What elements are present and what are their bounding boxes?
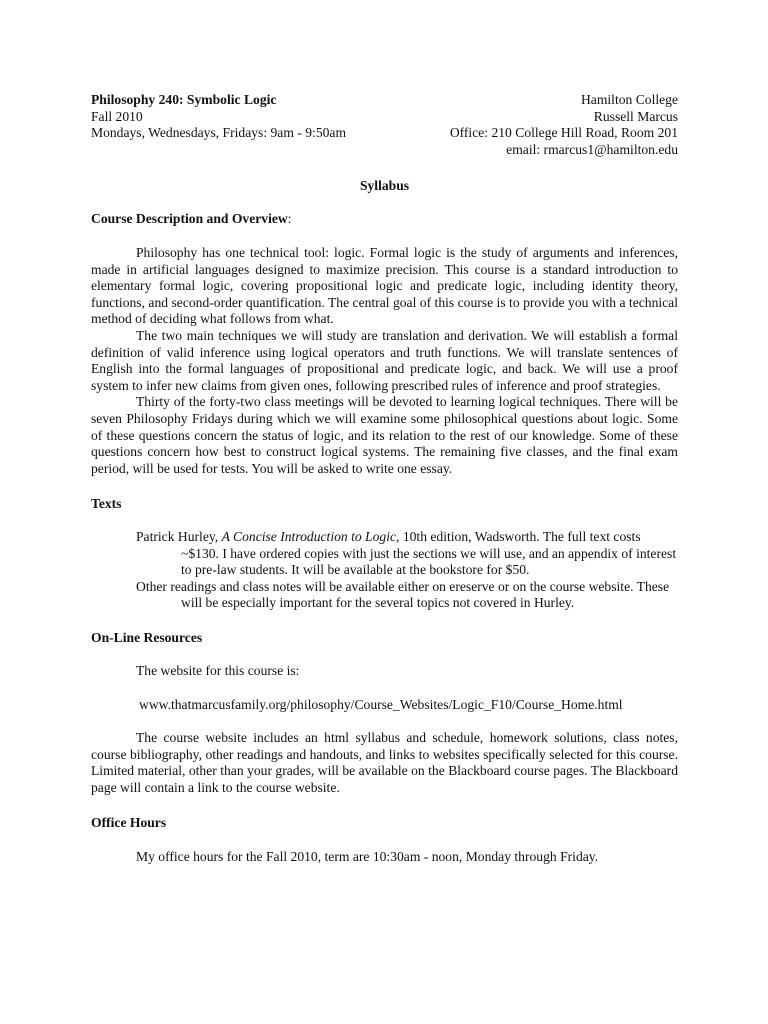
text-item-hurley — [91, 529, 678, 579]
course-description-section — [91, 245, 678, 477]
texts-section — [91, 529, 678, 612]
online-resources-section — [91, 730, 678, 796]
course-info — [91, 92, 346, 142]
description-paragraph-1: Philosophy has one technical tool: logic. Formal logic is the study of arguments and inferences, made in artificial languages designed to maximize precision. This course is a standard introduction to elementary formal logic, covering propositional logic and predicate logic, including identity theory, functions, and second-order quantification. The central goal of this course is to provide you with a technical method of deciding what follows from what. — [91, 245, 678, 327]
online-resources-paragraph: The course website includes an html syllabus and schedule, homework solutions, class notes, course bibliography, other readings and handouts, and links to websites specifically selected for this course. Limited material, other than your grades, will be available on the Blackboard course pages. The Blackboard page will contain a link to the course website. — [91, 730, 678, 795]
website-intro: The website for this course is: — [136, 663, 300, 678]
instructor-info — [360, 92, 678, 158]
course-website-url[interactable]: www.thatmarcusfamily.org/philosophy/Course_Websites/Logic_F10/Course_Home.html — [139, 697, 623, 712]
office-location: Office: 210 College Hill Road, Room 201 — [449, 125, 678, 141]
instructor-name: Russell Marcus — [593, 108, 678, 124]
course-schedule: Mondays, Wednesdays, Fridays: 9am - 9:50am — [91, 125, 347, 141]
course-description-heading — [91, 211, 678, 228]
description-paragraph-2: The two main techniques we will study are translation and derivation. We will establish a formal definition of valid inference using logical operators and truth functions. We will translate sentences of English into the formal languages of propositional and predicate logic, and back. We will use a proof system to infer new claims from given ones, following prescribed rules of inference and proof strategies. — [91, 327, 678, 393]
description-paragraph-3: Thirty of the forty-two class meetings will be devoted to learning logical techniques. There will be seven Philosophy Fridays during which we will examine some philosophical questions about logic. Some of these questions concern the status of logic, and its relation to the rest of our knowledge. Some of these questions concern how best to construct logical systems. The remaining five classes, and the final exam period, will be used for tests. You will be asked to write one essay. — [91, 394, 678, 476]
online-resources-heading: On-Line Resources — [91, 630, 203, 645]
instructor-email: email: rmarcus1@hamilton.edu — [506, 141, 678, 157]
section-heading: Course Description and Overview — [91, 211, 288, 226]
course-title: Philosophy 240: Symbolic Logic — [91, 92, 277, 107]
course-term: Fall 2010 — [91, 108, 143, 124]
document-title: Syllabus — [359, 178, 410, 193]
texts-heading: Texts — [91, 496, 122, 511]
office-hours-text: My office hours for the Fall 2010, term are 10:30am - noon, Monday through Friday. — [136, 849, 599, 864]
heading-colon: : — [287, 211, 292, 226]
text-details: , 10th edition, Wadsworth. The full text costs ~$130. I have ordered copies with just the sections we will use, and an appendix of interest to pre-law students. It will be available at the bookstore for $50. — [181, 529, 677, 578]
text-item-other-readings: Other readings and class notes will be available either on ereserve or on the course website. These will be especially important for the several topics not covered in Hurley. — [136, 578, 670, 611]
text-author: Patrick Hurley, — [136, 529, 222, 544]
office-hours-heading: Office Hours — [91, 815, 167, 830]
text-book-title: A Concise Introduction to Logic — [221, 529, 397, 544]
college-name: Hamilton College — [580, 92, 678, 107]
